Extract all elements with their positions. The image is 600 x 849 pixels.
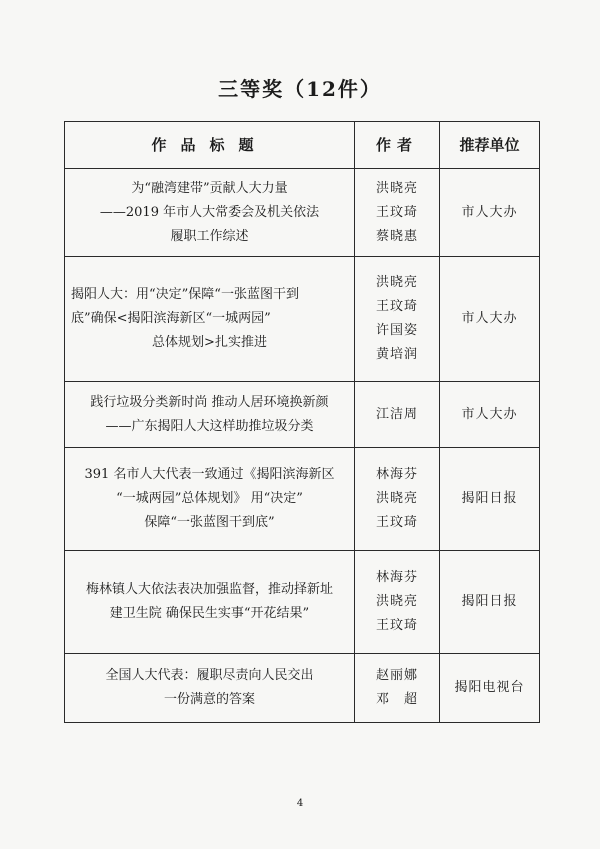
title-line: 揭阳人大：用“决定”保障“一张蓝图干到: [71, 287, 299, 302]
author-name: 蔡晓惠: [375, 228, 418, 244]
table-header-row: [65, 122, 540, 169]
work-title: [65, 169, 355, 257]
authors: [355, 382, 440, 448]
authors: [355, 257, 440, 382]
author-name: 王玟琦: [375, 204, 418, 220]
author-name: 许国姿: [375, 323, 418, 338]
recommending-unit: 揭阳日报: [440, 551, 540, 654]
title-line: 为“融湾建带”贡献人大力量: [131, 180, 288, 196]
recommending-unit: 市人大办: [440, 382, 540, 448]
author-name: 洪晓亮: [375, 491, 418, 506]
header-author: 作者: [355, 122, 440, 169]
page-number: 4: [296, 798, 304, 809]
table-row: [65, 169, 540, 257]
awards-table: [64, 121, 540, 723]
work-title: [65, 448, 355, 551]
table-row: [65, 654, 540, 723]
header-title: 作品标题: [65, 122, 355, 169]
table-row: [65, 257, 540, 382]
work-title: [65, 382, 355, 448]
author-name: 王玟琦: [375, 618, 418, 633]
table-row: [65, 448, 540, 551]
authors: [355, 448, 440, 551]
recommending-unit: 揭阳电视台: [440, 654, 540, 723]
table-row: [65, 382, 540, 448]
author-name: 洪晓亮: [375, 180, 418, 196]
author-name: 王玟琦: [375, 299, 418, 314]
author-name: 王玟琦: [375, 515, 418, 530]
author-name: 邓 超: [375, 692, 418, 707]
title-line: 总体规划>扎实推进: [152, 335, 267, 350]
title-line: 保障“一张蓝图干到底”: [144, 515, 275, 530]
section-heading: 三等奖（12件）: [218, 77, 382, 101]
title-line: 建卫生院 确保民生实事“开花结果”: [109, 606, 310, 621]
title-line: 底”确保<揭阳滨海新区“一城两园”: [71, 311, 271, 326]
author-name: 林海芬: [375, 570, 418, 585]
title-line: 一份满意的答案: [163, 692, 255, 707]
work-title: [65, 551, 355, 654]
recommending-unit: 市人大办: [440, 257, 540, 382]
title-line: 践行垃圾分类新时尚 推动人居环境换新颜: [90, 394, 329, 410]
title-line: ——广东揭阳人大这样助推垃圾分类: [105, 418, 314, 434]
author-name: 洪晓亮: [375, 594, 418, 609]
title-line: 全国人大代表：履职尽责向人民交出: [105, 668, 314, 683]
title-line: 履职工作综述: [170, 228, 249, 244]
title-line: 梅林镇人大依法表决加强监督，推动择新址: [85, 582, 333, 597]
title-line: “一城两园”总体规划》 用“决定”: [116, 491, 303, 506]
author-name: 黄培润: [375, 347, 418, 362]
title-line: ——2019 年市人大常委会及机关依法: [99, 204, 320, 220]
table-row: [65, 551, 540, 654]
recommending-unit: 市人大办: [440, 169, 540, 257]
work-title: [65, 654, 355, 723]
header-unit: 推荐单位: [440, 122, 540, 169]
authors: [355, 551, 440, 654]
recommending-unit: 揭阳日报: [440, 448, 540, 551]
work-title: [65, 257, 355, 382]
title-line: 391 名市人大代表一致通过《揭阳滨海新区: [84, 467, 335, 482]
author-name: 赵丽娜: [375, 668, 418, 683]
author-name: 林海芬: [375, 467, 418, 482]
author-name: 洪晓亮: [375, 275, 418, 290]
authors: [355, 169, 440, 257]
authors: [355, 654, 440, 723]
author-name: 江洁周: [375, 406, 418, 422]
